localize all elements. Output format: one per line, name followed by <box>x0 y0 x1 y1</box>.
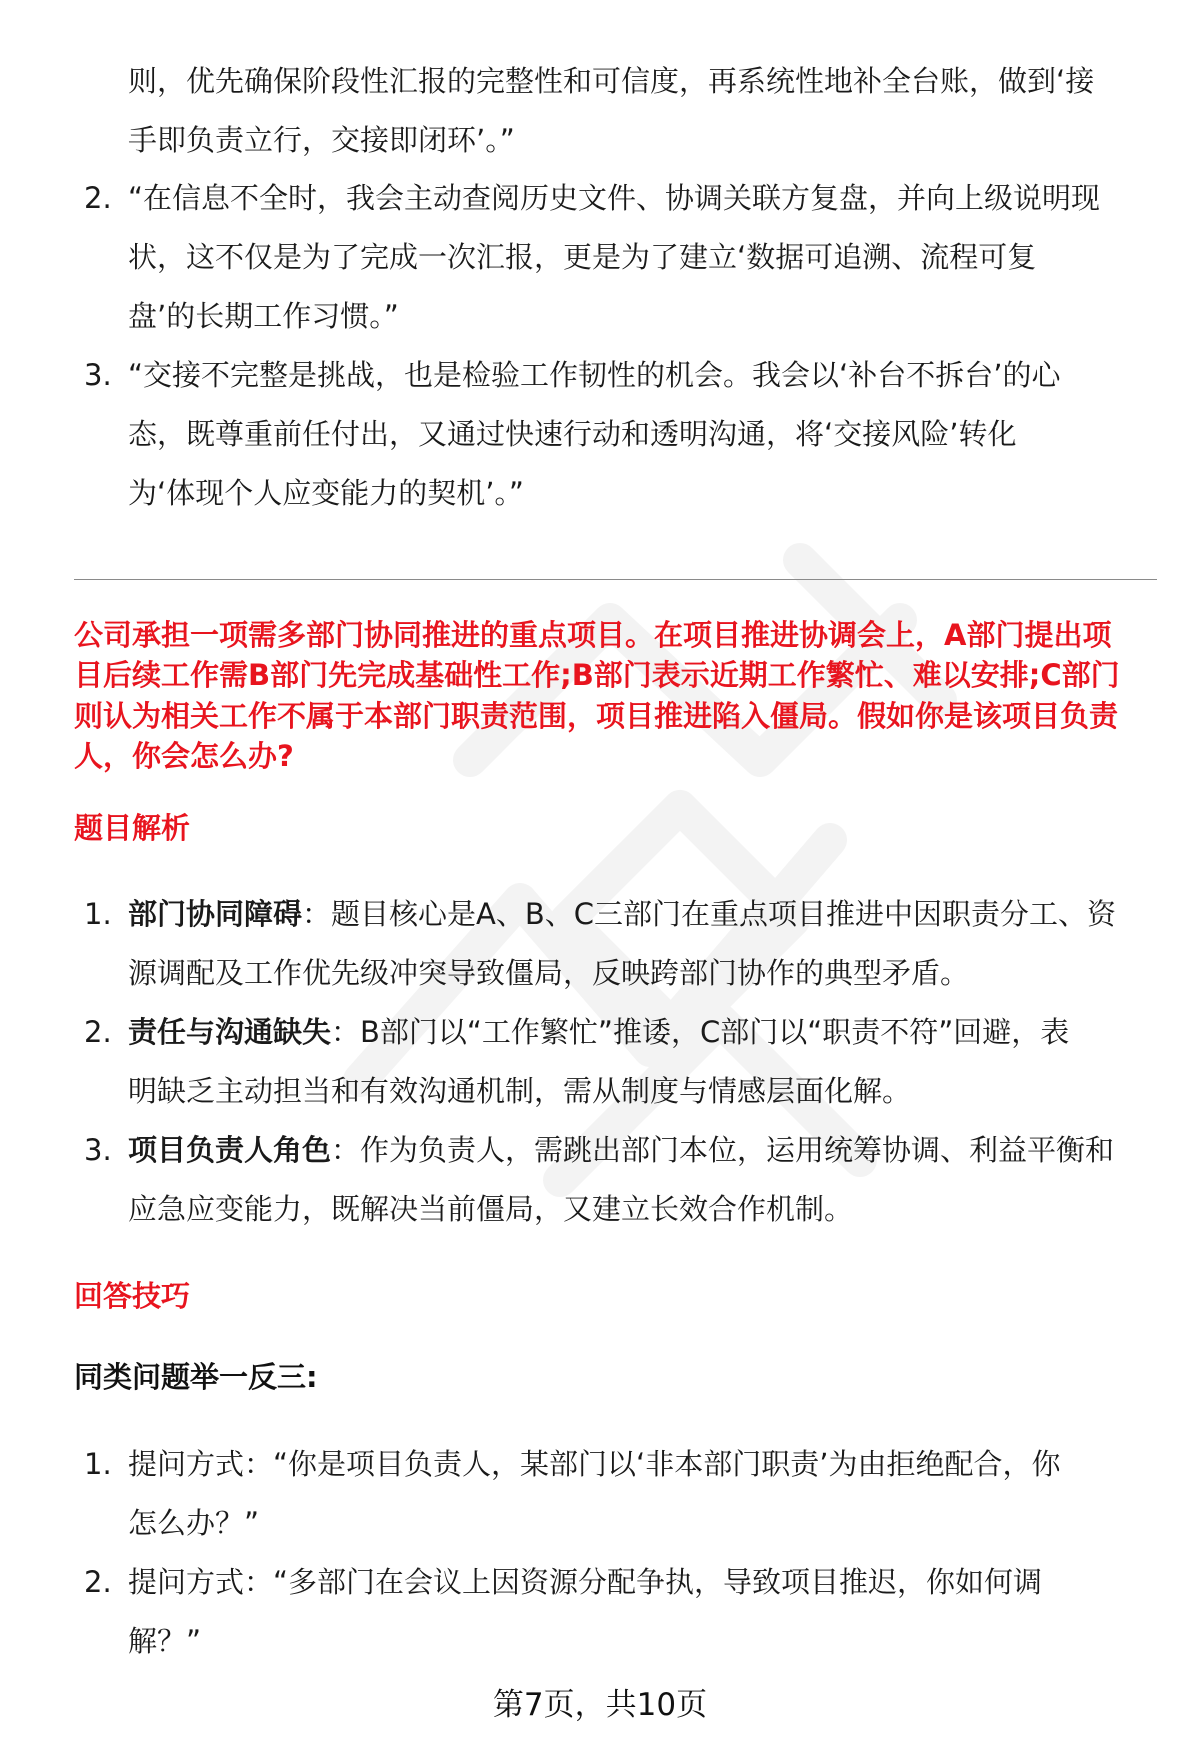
analysis-item-line: 明缺乏主动担当和有效沟通机制，需从制度与情感层面化解。 <box>128 1074 912 1108</box>
list-number: 1. <box>84 897 112 931</box>
analysis-text: ：B部门以“工作繁忙”推诿，C部门以“职责不符”回避，表 <box>331 1015 1070 1049</box>
analysis-item-line: 应急应变能力，既解决当前僵局，又建立长效合作机制。 <box>128 1192 854 1226</box>
question-line-3: 则认为相关工作不属于本部门职责范围，项目推进陷入僵局。假如你是该项目负责 <box>74 699 1119 733</box>
analysis-text: ：作为负责人，需跳出部门本位，运用统筹协调、利益平衡和 <box>331 1133 1115 1167</box>
analysis-item-line <box>128 1012 1069 1052</box>
tips-subheading: 同类问题举一反三: <box>74 1360 318 1394</box>
page-number: 第7页，共10页 <box>492 1687 708 1723</box>
list-number: 2. <box>84 1565 112 1599</box>
list-item-text: “交接不完整是挑战，也是检验工作韧性的机会。我会以‘补台不拆台’的心 <box>128 358 1061 392</box>
analysis-item-line <box>128 1130 1114 1170</box>
list-item-text: 盘’的长期工作习惯。” <box>128 299 399 333</box>
list-item-continuation-line-2: 手即负责立行，交接即闭环’。” <box>128 123 515 157</box>
list-item-text: “在信息不全时，我会主动查阅历史文件、协调关联方复盘，并向上级说明现 <box>128 181 1101 215</box>
question-line-1: 公司承担一项需多部门协同推进的重点项目。在项目推进协调会上，A部门提出项 <box>74 618 1112 652</box>
tips-item-line: 解？” <box>128 1624 202 1658</box>
list-item-continuation-line-1: 则，优先确保阶段性汇报的完整性和可信度，再系统性地补全台账，做到‘接 <box>128 64 1095 98</box>
analysis-heading: 题目解析 <box>74 811 191 845</box>
analysis-text: ：题目核心是A、B、C三部门在重点项目推进中因职责分工、资 <box>302 897 1116 931</box>
list-number: 3. <box>84 1133 112 1167</box>
tips-item-line: 怎么办？” <box>128 1506 260 1540</box>
list-number: 1. <box>84 1447 112 1481</box>
list-item-text: 状，这不仅是为了完成一次汇报，更是为了建立‘数据可追溯、流程可复 <box>128 240 1037 274</box>
list-number: 2. <box>84 181 112 215</box>
analysis-term: 项目负责人角色 <box>128 1133 332 1167</box>
question-line-4: 人，你会怎么办? <box>74 739 294 773</box>
analysis-term: 责任与沟通缺失 <box>128 1015 332 1049</box>
analysis-item-line <box>128 894 1116 934</box>
list-item-text: 态，既尊重前任付出，又通过快速行动和透明沟通，将‘交接风险’转化 <box>128 417 1017 451</box>
analysis-item-line: 源调配及工作优先级冲突导致僵局，反映跨部门协作的典型矛盾。 <box>128 956 970 990</box>
tips-heading: 回答技巧 <box>74 1279 191 1313</box>
tips-item-line: 提问方式：“多部门在会议上因资源分配争执，导致项目推迟，你如何调 <box>128 1565 1043 1599</box>
list-number: 3. <box>84 358 112 392</box>
analysis-term: 部门协同障碍 <box>128 897 303 931</box>
tips-item-line: 提问方式：“你是项目负责人，某部门以‘非本部门职责’为由拒绝配合，你 <box>128 1447 1061 1481</box>
list-item-text: 为‘体现个人应变能力的契机’。” <box>128 476 524 510</box>
section-divider <box>74 579 1157 580</box>
list-number: 2. <box>84 1015 112 1049</box>
question-line-2: 目后续工作需B部门先完成基础性工作;B部门表示近期工作繁忙、难以安排;C部门 <box>74 658 1120 692</box>
